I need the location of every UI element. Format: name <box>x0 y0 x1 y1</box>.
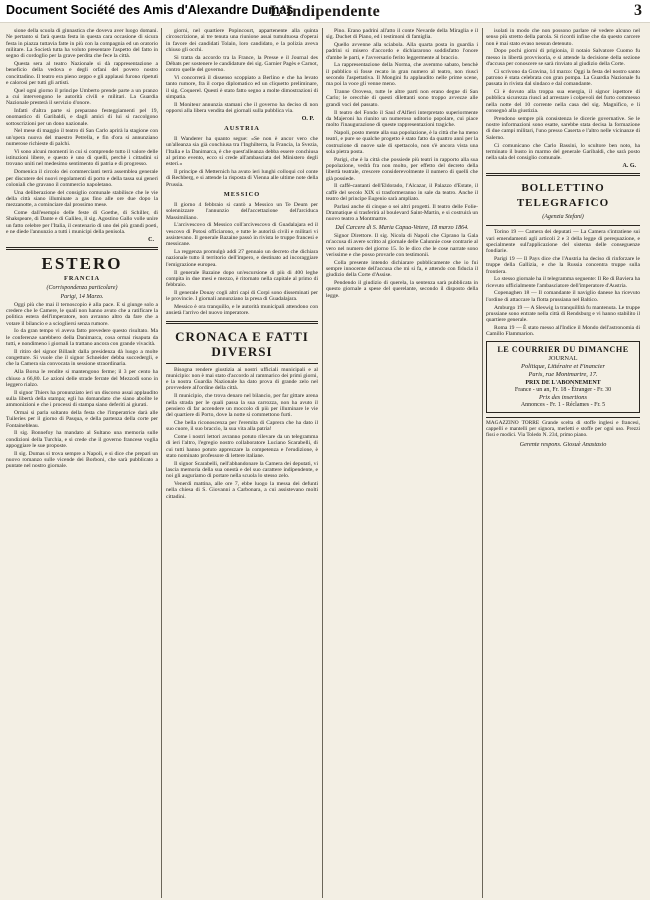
col1-paragraphs <box>6 28 158 235</box>
column-rule <box>322 28 323 898</box>
ad-title: LE COURRIER DU DIMANCHE <box>497 345 629 355</box>
paragraph: Io da gran tempo vi aveva fatto prevedere questo risultato. Ma le conferenze sarebbero della Danimarca, cosa ormai risaputa da tutti, e nondimeno i giornali la trattano ancora con grande vivacità. <box>6 328 158 348</box>
paragraph: Roma 19 — È stato messo all'Indice il Mondo dell'astronomia di Camillo Flammarion. <box>486 324 640 338</box>
paragraph: Alla Borsa le rendite si mantengono ferme; il 3 per cento ha chiuso a 66,80. Le azioni delle strade ferrate del Mezzodì sono in leggero rialzo. <box>6 369 158 388</box>
column-4 <box>486 28 640 898</box>
paragraph: Bisogna rendere giustizia ai nostri ufficiali municipali e al municipio: non è mai stato d'accordo al rammarico dei primi giorni, e la nostra Guardia Nazionale ha dato prova di grande zelo nel provvedere all'ordine della città. <box>166 366 318 392</box>
newspaper-masthead: L'Indipendente <box>269 3 380 20</box>
paragraph: Amburgo 19 — A Sleswig la tranquillità fu mantenuta. Le truppe prussiane sono entrate nella città di Rendsburg e vi hanno stabilito il quartiere generale. <box>486 304 640 324</box>
section-heading-estero: ESTERO <box>41 254 123 273</box>
dateline: Dal Carcere di S. Maria Capua-Vetere, 18 marzo 1864. <box>335 224 469 231</box>
column-2 <box>166 28 318 898</box>
advertisement-text: MAGAZZINO TORRE Grande scelta di stoffe inglesi e francesi, cappelli e mantelli per signora, merletti e stoffe per ogni uso. Prezzi fissi e modici. Via Toledo N. 234, primo piano. <box>486 417 640 438</box>
col2-paragraphs <box>166 28 318 114</box>
paragraph: Parlasi anche di cinque o sei altri progetti. Il teatro delle Folie-Dramatique si trasferirà al boulevard Saint-Martin, e si costruirà un nuovo teatro a Montmartre. <box>326 203 478 223</box>
paragraph: Domenica il circolo dei commercianti terrà assemblea generale per discutere dei nuovi regolamenti di porto e della tassa sui generi coloniali che gravano il commercio napoletano. <box>6 169 158 188</box>
ad-price-heading: PRIX DE L'ABONNEMENT <box>525 380 601 387</box>
document-banner-text: Document Société des Amis d'Alexandre Dumas <box>6 3 294 17</box>
col1-paragraphs-2 <box>6 302 158 470</box>
paragraph: Il teatro del Fondo il Saul d'Alfieri interpretato superiormente da Majeroni ha riunito un numeroso uditorio popolare, cui piace molto l'inaugurazione di queste rappresentazioni tragiche. <box>326 109 478 129</box>
ad-line: Politique, Littéraire et Financier <box>521 363 605 371</box>
signature: O. P. <box>301 115 314 122</box>
divider <box>166 363 318 364</box>
paragraph: Si tratta da accordo tra la France, la Presse e il Journal des Débats per sostenere le candidature dei sig. Garnier Pagès e Carnot, contro quelle del governo. <box>166 54 318 74</box>
column-3 <box>326 28 478 898</box>
divider <box>486 225 640 226</box>
page-number: 3 <box>634 2 642 19</box>
paragraph: L'arcivescovo di Messico coll'arcivescovo di Guadalajara ed il vescovo di Potosi officiarono, e tutte le autorità civili e militari vi assistevano. Il generale Bazaine passò in rivista le truppe francesi e messicane. <box>166 222 318 248</box>
dateline: Parigi, 14 Marzo. <box>60 293 104 300</box>
editor-credit: Gerente respons. Giosuè Anastasio <box>519 440 607 448</box>
paragraph: Ormai si parla soltanto della festa che l'imperatrice darà alle Tuileries per il giorno di Pasqua, e della partenza della corte per Fontainebleau. <box>6 410 158 429</box>
paragraph: Copenaghen 18 — Il comandante il naviglio danese ha ricevuto l'ordine di attaccare la flotta prussiana nel Baltico. <box>486 290 640 303</box>
paragraph: isolati in modo che non possono parlare nè vedere alcuno nel senso più stretto della parola. Si ricordi infine che da questo carcere non è mai stato evaso nessun detenuto. <box>486 28 640 47</box>
ad-price: France - un an, Fr. 18 - Étranger - Fr. 30 <box>514 387 612 394</box>
paragraph: Dopo pochi giorni di prigionia, il notaio Salvatore Cuomo fu messo in libertà provvisoria, e si attende la decisione della sezione d'accusa per conoscere se sarà rinviato al giudizio della Corte. <box>486 48 640 67</box>
paragraph: Come i nostri lettori avranno potuto rilevare da un telegramma di ieri l'altro, l'egregio nostro collaboratore Luciano Scarabelli, di cui tutti hanno potuto apprezzare la competenza e l'erudizione, è stato nominato professore di lettere italiane. <box>166 434 318 459</box>
paragraph: Quel ogni giorno il principe Umberto prende parte a un pranzo a cui intervengono le autorità civili e militari. La Guardia Nazionale presterà il servizio d'onore. <box>6 87 158 107</box>
paragraph: Ci scrivono da Gravina, 14 marzo: Oggi la festa del nostro santo patrono è stata celebrata con gran pompa. La Guardia Nazionale fu passata in rivista dal sindaco e dal comandante. <box>486 68 640 88</box>
divider <box>6 247 158 250</box>
paragraph: Messico è ora tranquillo, e le autorità municipali attendono con ansietà l'arrivo del nuovo imperatore. <box>166 303 318 317</box>
paragraph: giorni, nel quartiere Popincourt, appartenente alla quinta circoscrizione, ai tre tenuta una riunione assai tumultuosa d'operai in favore dei candidati Tolain, loro candidato, e la polizia aveva chiuso gli occhi. <box>166 28 318 53</box>
ad-address: Paris, rue Montmartre, 17. <box>528 370 598 378</box>
section-heading-cronaca: CRONACA E FATTI DIVERSI <box>175 328 309 359</box>
col3-paragraphs <box>326 28 478 223</box>
col2-paragraphs-2 <box>166 136 318 188</box>
paragraph: Il municipio, che trova denaro nel bilancio, per far gittare arena nella strada per le quali passa la sua carrozza, non ha avuto il pensiero di far accendere un moccolo di più per illuminare le vie del quartiere di Porto, dove la notte si commettono furti. <box>166 393 318 419</box>
paragraph: Il sig. Dumas si trova sempre a Napoli, e si dice che prepari un nuovo romanzo sulle vicende dei Borboni, che sarà pubblicato a puntate nel nostro giornale. <box>6 450 158 470</box>
divider <box>486 173 640 176</box>
paragraph: Oggi più che mai il ternoscopio è alla pace. E si giunge solo a credere che le Camere, le quali non hanno avuto che a ratificare la politica estera dell'imperatore, non avranno altro da fare che a votare il bilancio e a sciogliersi senza rumore. <box>6 301 158 327</box>
paragraph: Prendono sempre più consistenza le dicerie governative. Se le nostre informazioni sono esatte, sarebbe stata decisa la formazione di due campi militari, l'uno presso Caserta e l'altro nelle vicinanze di Salerno. <box>486 115 640 141</box>
paragraph: Vi sono alcuni momenti in cui si comprende tutto il valore delle istituzioni libere, e questo è uno di quelli, perchè i cittadini si trovano uniti nel medesimo sentimento di patria e di progresso. <box>6 148 158 168</box>
paragraph: Questa sera al teatro Nazionale si dà rappresentazione a beneficio della vedova e degli orfani del povero nostro concittadino. Il teatro era pieno zeppo e gli applausi furono ripetuti e calorosi per tutti gli artisti. <box>6 60 158 86</box>
paragraph: Il signor Scarabelli, nell'abbandonare la Camera dei deputati, vi lascia memoria della sua onestà e del suo carattere indipendente, e noi gli auguriamo di portare nella scuola lo stesso zelo. <box>166 460 318 480</box>
ad-line: JOURNAL <box>548 355 578 363</box>
paragraph: Ci comunicano che Carlo Bassini, lo scultore ben noto, ha terminato il busto in marmo del generale Garibaldi, che sarà posto nella sala del consiglio comunale. <box>486 142 640 162</box>
col2-paragraphs-3 <box>166 202 318 317</box>
paragraph: Nel mese di maggio il teatro di San Carlo aprirà la stagione con un'opera nuova del maestro Petrella, e fin d'ora si annunziano numerose richieste di palchi. <box>6 128 158 148</box>
paragraph: Il Moniteur annunzia stamani che il governo ha deciso di non opporsi alla libera vendita dei giornali sulla pubblica via. <box>166 101 318 115</box>
signature: C. <box>148 236 154 243</box>
agency-label: (Agenzia Stefani) <box>542 214 584 221</box>
paragraph: Che bella riconoscenza per l'eremita di Caprera che ha dato il suo cuore, il suo braccio, la sua vita alla patria! <box>166 419 318 433</box>
paragraph: La rappresentazione della Norma, che avemmo sabato, benchè il pubblico si fosse recato in gran numero al teatro, non riuscì secondo l'aspettativa. Il Mongini fu applaudito nelle prime scene, ma poi la voce gli venne meno. <box>326 62 478 88</box>
paragraph: Il sig. Bonnefoy ha mandato al Sultano una memoria sulle condizioni della Turchia, e si crede che il governo francese voglia appoggiare le sue proposte. <box>6 430 158 450</box>
paragraph: Infatti d'altra parte si preparano festeggiamenti pel 19, onomastico di Garibaldi, e dagli amici di lui si raccolgono sottoscrizioni per un dono nazionale. <box>6 108 158 127</box>
paragraph: Come dall'esempio delle feste di Goethe, di Schiller, di Shakspeare, di Dante e di Galileo, il sig. Agostino Gallo volle unire un fatto celebre per l'Italia, il centenario di uno dei più grandi poeti, e ne diede l'annunzio a tutti i municipi della penisola. <box>6 210 158 235</box>
sub-heading-messico: MESSICO <box>223 191 261 199</box>
paragraph: Parigi 19 — Il Pays dice che l'Austria ha deciso di rinforzare le truppe della Gallizia, e che la Russia concentra truppe sulla frontiera. <box>486 255 640 275</box>
ad-price: Annonces - Fr. 1 - Réclames - Fr. 5 <box>520 401 606 408</box>
column-1 <box>6 28 158 898</box>
sub-heading-austria: AUSTRIA <box>224 125 260 133</box>
paragraph: Ci è dovuto alla troppa sua energia, il signor ispettore di pubblica sicurezza riuscì ad arrestare i colpevoli del furto commesso nella notte del 10 corrente nella casa del sig. Magnifico, e li consegnò alla giustizia. <box>486 89 640 115</box>
paragraph: Napoli, posto mente alla sua popolazione, è la città che ha meno teatri, e pure se qualche progetto è stato fatto da quattro anni per la costruzione di nuove sale di spettacolo, non s'è ancora vista una sola pietra posta. <box>326 129 478 155</box>
paragraph: Il generale Douay cogli altri capi di Corpi sono disseminati per le provincie. I giornali annunziano la presa di Guadalajara. <box>166 289 318 303</box>
paragraph: Parigi, che è la città che possiede più teatri in rapporto alla sua popolazione, vedrà fra non molto, per effetto del decreto della libertà teatrale, crescere considerevolmente il numero di quelli che già possiede. <box>326 156 478 182</box>
paragraph: Lo stesso giornale ha il telegramma seguente: Il Re di Baviera ha ricevuto ufficialmente l'ambasciatore dell'imperatore d'Austria. <box>486 276 640 289</box>
correspondence-label: (Corrispondenza particolare) <box>46 284 118 291</box>
advertisement-box <box>486 341 640 412</box>
col2-paragraphs-4 <box>166 367 318 500</box>
sub-heading-francia: FRANCIA <box>63 275 101 282</box>
paragraph: Il caffè-cantanti dell'Eldorado, l'Alcazar, il Palazzo d'Estate, il caffè del secolo XIX si trasformeranno in sale da teatro. Anche il teatro del principe Eugenio sarà ampliato. <box>326 183 478 202</box>
document-banner-bar <box>0 0 650 23</box>
signature: A. G. <box>622 162 636 169</box>
section-heading-bollettino: BOLLETTINO TELEGRAFICO <box>516 182 610 210</box>
paragraph: Il signor Thiers ha pronunziato ieri un discorso assai applaudito sulla libertà della stampa; egli ha domandato che siano abolite le ammonizioni e che i processi di stampa siano deferiti ai giurati. <box>6 389 158 409</box>
paragraph: Il generale Bazaine dopo un'escursione di più di 400 leghe compita in due mesi e mezzo, è ritornato nella capitale al primo di febbraio. <box>166 269 318 289</box>
column-rule <box>482 28 483 898</box>
paragraph: Il giorno 4 febbraio si cantò a Messico un Te Deum per solennizzare l'annunzio dell'accettazione dell'arciduca Massimiliano. <box>166 202 318 221</box>
paragraph: sione della scuola di ginnastica che doveva aver luogo domani. Ne pertanto si farà questa festa in questa cara occasione di sicura festa in piazza tuttavia fatte in più con la compagnia ed un oratorio militare. La Società tutta ha voluto presentare l'aspetto del fatto in segno di cordoglio per la grave perdita che fece la città. <box>6 28 158 60</box>
col4-paragraphs <box>486 28 640 161</box>
col3-paragraphs-2 <box>326 233 478 299</box>
paragraph: Quello avvenne alla sciabola. Alla quarta posta in guardia i padrini si misero d'accordo e dichiararono soddisfatto l'onore d'ambe le parti, e l'avversario ferito leggermente al braccio. <box>326 42 478 61</box>
paragraph: Il ritiro del signor Billault dalla presidenza dà luogo a molte congetture. Si vuole che il signor Schneider debba succedergli, e che la Camera sia convocata in sessione straordinaria. <box>6 348 158 368</box>
column-rule <box>161 28 162 898</box>
paragraph: Signor Direttore. Il sig. Nicola di Napoli che Ciprano la Gala m'accusa di avere scritto al giornale delle Calunnie cose contrarie al vero nel numero del giorno 15. Io le dico che le cose narrate sono verissime e che posso provarle con testimonii. <box>326 232 478 258</box>
paragraph: Tranne Oroveso, tutte le altre parti non erano degne di San Carlo; le orecchie di questi dilettanti sono troppo avvezze alle grandi voci del passato. <box>326 89 478 108</box>
paragraph: Il principe di Metternich ha avuto ieri lunghi colloqui col conte di Rechberg, e si attende la risposta di Vienna alle ultime note della Prussia. <box>166 169 318 188</box>
paragraph: Pendendo il giudizio di querela, la sentenza sarà pubblicata in questo giornale a spese del querelante, secondo il disposto della legge. <box>326 279 478 299</box>
paragraph: Vi concorrerà il dissenso scoppiato a Berlino e che ha levato tanto rumore, fra il corpo diplomatico ed un cliquetto preliminare, il sig. Coquerel. Questi è stato fatto segno a molte dimostrazioni di simpatia. <box>166 75 318 100</box>
paragraph: Il Wanderer ha quanto segue: «Se non è ancor vero che un'alleanza sia già conchiusa tra l'Inghilterra, la Francia, la Svezia, l'Italia e la Danimarca, è che quest'alleanza debba essere conchiusa al primo evento, ecco si crede all'ambasciata del Ministero degli esteri.» <box>166 136 318 168</box>
paragraph: La reggenza promulgò addì 27 gennaio un decreto che dichiara nazionale tutto il territorio dell'impero, e destinato ad incoraggiare l'emigrazione europea. <box>166 249 318 268</box>
newspaper-page <box>6 28 642 898</box>
col4-paragraphs-2 <box>486 229 640 337</box>
paragraph: Pino. Erano padrini all'atto il conte Nevarde della Miraglia e il sig. Duchet di Piano, ed i testimoni di famiglia. <box>326 28 478 41</box>
paragraph: Venerdì mattina, alle ore 7, ebbe luogo la messa dei defunti nella chiesa di S. Giovanni a Carbonara, a cui assistevano molti cittadini. <box>166 481 318 500</box>
divider <box>166 321 318 324</box>
paragraph: Una deliberazione del consiglio comunale stabilisce che le vie della città siano illuminate a gas fino alle ore due dopo la mezzanotte, a cominciare dal prossimo mese. <box>6 189 158 209</box>
paragraph: Colla presente intendo dichiarare pubblicamente che io fui sempre innocente dell'accusa che mi si fa, e attendo con fiducia il giudizio della Corte d'Assise. <box>326 259 478 279</box>
ad-price-heading: Prix des insertions <box>539 394 587 402</box>
paragraph: Torino 19 — Camera dei deputati — La Camera s'intratiene sui vari emendamenti agli articoli 2 e 3 della legge di perequazione, e specialmente sull'applicazione del sistema delle conseguenze fondiarie. <box>486 229 640 255</box>
